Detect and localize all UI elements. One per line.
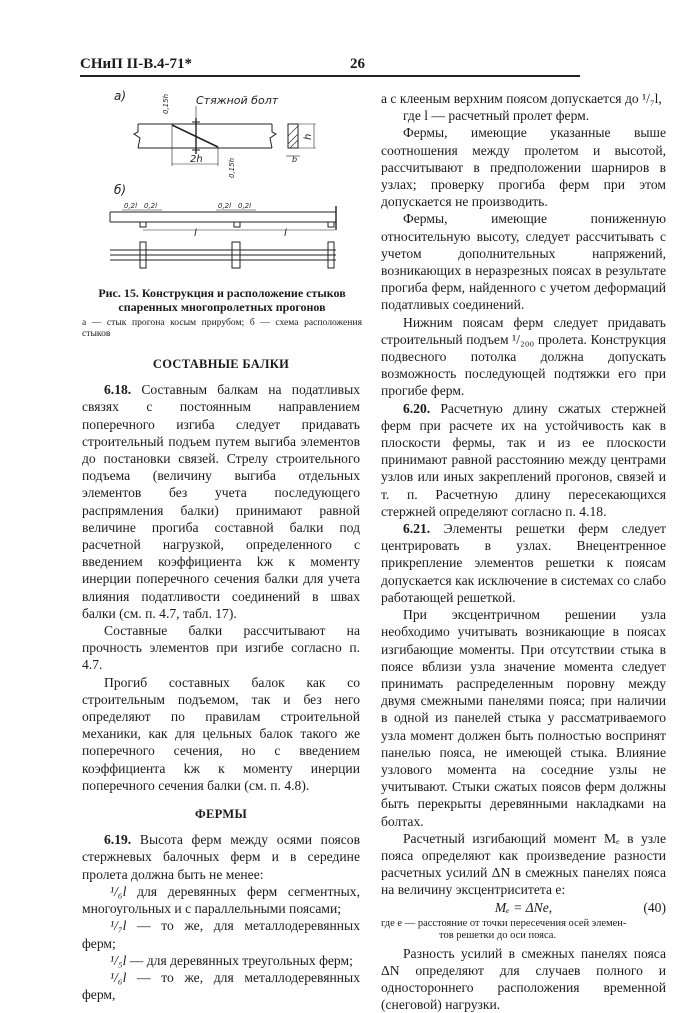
dim-b: b — [292, 155, 298, 164]
formula-note — [381, 918, 666, 943]
clause-number: 6.20. — [403, 400, 431, 416]
paragraph-where-l: где l — расчетный пролет ферм. — [403, 108, 590, 124]
paragraph-6-19 — [82, 831, 360, 883]
paragraph-text: Расчетную длину сжатых стержней ферм при расчете их на устойчивость как в плоскости фермы, так и из ее плоскости принимают равной расстоянию между центрами узлов или иных закреплений прогонов, связей и т. п. Расчетную длину пересекающихся стержней определяют согласно п. 4.18. — [381, 400, 666, 519]
left-column — [82, 356, 360, 1003]
ratio-item — [82, 917, 360, 951]
paragraph-reduced-height: Фермы, имеющие пониженную относительную высоту, следует рассчитывать с учетом дополнительных напряжений, возникающих в неразрезных поясах в результате прогиба ферм, найденного с учетом деформаций податливых соединений. — [381, 211, 666, 313]
dim-02l-2: 0,2l — [144, 202, 158, 210]
ratio-text: для деревянных ферм сегментных, многоугольных и с параллельными поясами; — [82, 883, 360, 917]
bolt-label: Стяжной болт — [196, 94, 279, 107]
formula-expression: Mₑ = ΔNe, — [494, 899, 553, 915]
figure-caption-title: Рис. 15. Конструкция и расположение стыков спаренных многопролетных прогонов — [98, 286, 346, 314]
paragraph-difference: Разность усилий в смежных панелях пояса ΔN определяют для случаев полного и одностороннего расположения временной (снеговой) нагрузки. — [381, 945, 666, 1013]
ratio-text: — то же, для металлодеревянных ферм, — [82, 969, 360, 1003]
note-line-2: тов решетки до оси пояса. — [439, 930, 557, 942]
dim-02l-3: 0,2l — [218, 202, 232, 210]
right-column — [381, 90, 666, 1013]
formula-number: (40) — [643, 899, 666, 915]
dim-2h: 2h — [190, 154, 203, 165]
paragraph-moment: Расчетный изгибающий момент Mₑ в узле пояса определяют как произведение разности расчетных усилий ΔN в смежных панелях пояса на величину эксцентриситета e: — [381, 830, 666, 898]
clause-number: 6.18. — [104, 382, 132, 398]
ratio-fraction: ¹/₆l — [110, 883, 127, 899]
ratio-fraction: ¹/₅l — [110, 952, 127, 968]
hatch-2 — [288, 134, 298, 144]
section-title-composite-beams: СОСТАВНЫЕ БАЛКИ — [152, 357, 290, 371]
ratio-item — [82, 883, 360, 917]
paragraph-strength: Составные балки рассчитывают на прочность элементов при изгибе согласно п. 4.7. — [82, 623, 360, 673]
paragraph-deflection: Прогиб составных балок как со строительным подъемом, так и без него определяют по правилам строительной механики, как для цельных балок такого же поперечного сечения, но с введением коэффициента kж к моменту инерции поперечного сечения балки (см. п. 4.8). — [82, 674, 360, 793]
paragraph-ratio: Фермы, имеющие указанные выше соотношения между пролетом и высотой, рассчитывают в предположении шарниров в узлах; проверку прогиба ферм при этом допускается не производить. — [381, 125, 666, 210]
ratio-item — [82, 969, 360, 1003]
clause-number: 6.19. — [104, 832, 132, 848]
document-code: СНиП II-В.4-71* — [80, 56, 192, 72]
beam-break-left — [134, 124, 140, 148]
paragraph-6-21 — [381, 520, 666, 606]
ratio-item — [82, 952, 360, 969]
beam-break-right — [270, 124, 276, 148]
header-rule — [80, 75, 580, 77]
formula-40 — [381, 899, 666, 916]
paragraph-continuation: а с клееным верхним поясом допускается до ¹/₇l, — [381, 91, 662, 106]
paragraph-lower-chord: Нижним поясам ферм следует придавать строительный подъем ¹/₂₀₀ пролета. Конструкция подвесного потолка должна допускать возможность последующей подтяжки его при прогибе ферм. — [381, 314, 666, 399]
paragraph-6-18 — [82, 381, 360, 622]
dim-02l-1: 0,2l — [124, 202, 138, 210]
section-title-trusses: ФЕРМЫ — [194, 807, 248, 822]
dim-02l-4: 0,2l — [238, 202, 252, 210]
paragraph-text: Высота ферм между осями поясов стержневых балочных ферм и в середине пролета должна быть не менее: — [82, 832, 360, 882]
page-number: 26 — [350, 56, 365, 72]
ratio-text: — для деревянных треугольных ферм; — [129, 952, 353, 968]
ratio-text: — то же, для металлодеревянных ферм; — [82, 918, 360, 951]
support-2 — [234, 222, 240, 227]
span-l-1: l — [194, 228, 197, 239]
clause-number: 6.21. — [403, 521, 431, 537]
dim-h: h — [303, 133, 314, 140]
support-3 — [328, 222, 334, 227]
paragraph-eccentric: При эксцентричном решении узла необходимо учитывать возникающие в поясах изгибающие моменты. При отсутствии стыка в поясе вблизи узла значение момента следует принимать распределенным поровну между двумя смежными панелями пояса; при наличии в одной из панелей стыка у рассматриваемого узла момент должен быть полностью воспринят панелью пояса, не имеющей стыка. Влияние узлового момента на соседние узлы не учитывают. Стыки сжатых поясов ферм должны быть перекрыты деревянными накладками на болтах. — [381, 607, 666, 829]
figure-caption-legend: а — стык прогона косым прирубом; б — схема расположения стыков — [82, 317, 362, 339]
scarf-joint — [172, 125, 218, 147]
dim-015h-bottom: 0,15h — [228, 157, 236, 178]
paragraph-6-20 — [381, 400, 666, 520]
note-line-1: где e — расстояние от точки пересечения осей элемен- — [381, 917, 627, 929]
figure-label-b: б) — [114, 183, 127, 197]
hatch-1 — [288, 126, 298, 136]
figure-label-a: а) — [114, 89, 127, 103]
figure-caption — [82, 286, 362, 339]
figure-15 — [100, 82, 350, 282]
ratio-fraction: ¹/₆l — [110, 969, 127, 985]
paragraph-text: Элементы решетки ферм следует центрировать в узлах. Внецентренное прикрепление элементов решетки к поясам допускается как исключение в системах со слабо работающей решеткой. — [381, 521, 666, 605]
support-1 — [140, 222, 146, 227]
span-l-2: l — [284, 228, 287, 239]
dim-015h-top: 0,15h — [162, 93, 170, 114]
ratio-fraction: ¹/₇l — [110, 918, 127, 934]
paragraph-text: Составным балкам на податливых связях с постоянным направлением поперечного изгиба следует придавать строительный подъем путем выгиба элементов до постановки связей. Стрелу строительного подъема (величину выгиба отдельных элементов без учета последующего распрямления балки) принимают равной величине прогиба составной балки под расчетной нагрузкой, определенного с введением коэффициента kж к моменту инерции поперечного сечения балки для учета влияния податливости соединений в швах балки (см. п. 4.7, табл. 17). — [82, 382, 361, 621]
